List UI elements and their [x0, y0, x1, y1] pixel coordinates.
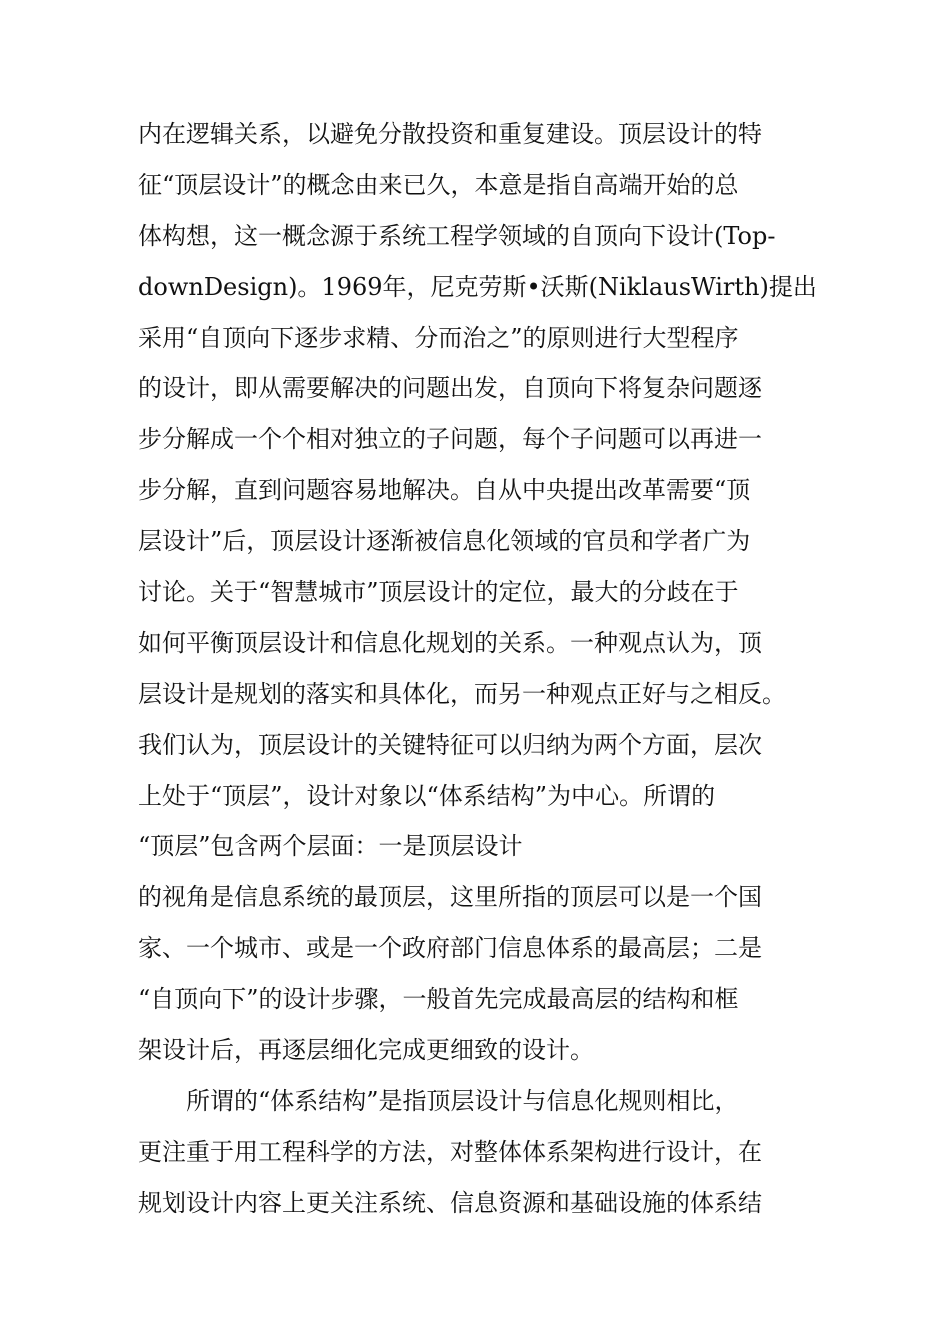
text-line: downDesign)。1969年，尼克劳斯•沃斯(NiklausWirth)提出: [138, 272, 817, 301]
text-line: 的设计，即从需要解决的问题出发，自顶向下将复杂问题逐: [138, 374, 762, 403]
text-line: 征“顶层设计”的概念由来已久，本意是指自高端开始的总: [138, 170, 739, 199]
text-line: 讨论。关于“智慧城市”顶层设计的定位，最大的分歧在于: [138, 578, 739, 607]
text-line: 层设计是规划的落实和具体化，而另一种观点正好与之相反。: [138, 679, 786, 708]
text-line: “顶层”包含两个层面：一是顶层设计: [138, 832, 523, 861]
text-line: 采用“自顶向下逐步求精、分而治之”的原则进行大型程序: [138, 323, 739, 352]
text-line: 步分解，直到问题容易地解决。自从中央提出改革需要“顶: [138, 476, 751, 505]
body-text: [138, 116, 818, 1236]
text-line: 我们认为，顶层设计的关键特征可以归纳为两个方面，层次: [138, 730, 762, 759]
text-line: 层设计”后，顶层设计逐渐被信息化领域的官员和学者广为: [138, 527, 751, 556]
text-line: 步分解成一个个相对独立的子问题，每个子问题可以再进一: [138, 425, 762, 454]
text-line: “自顶向下”的设计步骤，一般首先完成最高层的结构和框: [138, 985, 739, 1014]
paragraph-first-line: 所谓的“体系结构”是指顶层设计与信息化规则相比，: [186, 1086, 739, 1115]
text-line: 体构想，这一概念源于系统工程学领域的自顶向下设计(Top-: [138, 221, 776, 250]
text-line: 家、一个城市、或是一个政府部门信息体系的最高层；二是: [138, 934, 762, 963]
text-line: 内在逻辑关系，以避免分散投资和重复建设。顶层设计的特: [138, 120, 762, 148]
text-line: 如何平衡顶层设计和信息化规划的关系。一种观点认为，顶: [138, 628, 762, 657]
text-line: 更注重于用工程科学的方法，对整体体系架构进行设计，在: [138, 1137, 762, 1166]
text-line: 规划设计内容上更关注系统、信息资源和基础设施的体系结: [138, 1188, 762, 1217]
text-line: 上处于“顶层”，设计对象以“体系结构”为中心。所谓的: [138, 781, 716, 810]
text-line: 架设计后，再逐层细化完成更细致的设计。: [138, 1036, 594, 1065]
text-line: 的视角是信息系统的最顶层，这里所指的顶层可以是一个国: [138, 883, 762, 912]
